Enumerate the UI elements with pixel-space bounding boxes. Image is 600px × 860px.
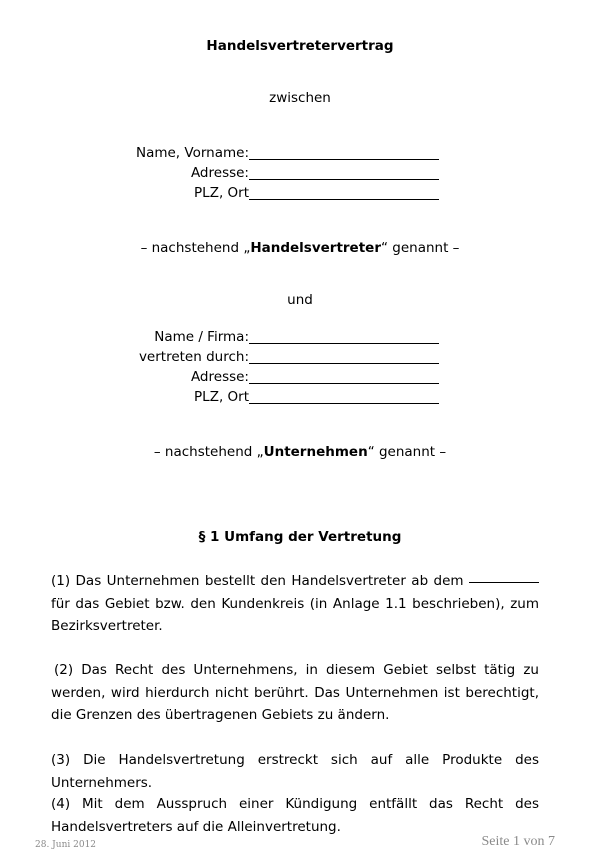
date-fill-in-line[interactable] xyxy=(469,581,539,583)
footer-page-number: Seite 1 von 7 xyxy=(481,834,555,849)
fill-in-line[interactable] xyxy=(249,363,439,364)
designation-suffix: “ genannt – xyxy=(367,444,447,460)
paragraph-1 xyxy=(51,570,539,638)
field-label: Adresse: xyxy=(190,165,249,181)
field-label: Name / Firma: xyxy=(154,329,249,345)
party2-designation xyxy=(0,444,600,460)
designation-name: Handelsvertreter xyxy=(250,240,381,256)
party1-address-row xyxy=(0,164,600,183)
designation-prefix: – nachstehend „ xyxy=(153,444,264,460)
fill-in-line[interactable] xyxy=(249,159,439,160)
and-text: und xyxy=(287,292,313,308)
fill-in-line[interactable] xyxy=(249,179,439,180)
designation-name: Unternehmen xyxy=(263,444,368,460)
party2-zip-city-row xyxy=(0,388,600,407)
paragraph-3: (3) Die Handelsvertretung erstreckt sich auf alle Produkte des Unternehmers. xyxy=(51,752,539,791)
between-text: zwischen xyxy=(269,90,331,106)
document-title: Handelsvertretervertrag xyxy=(206,38,394,54)
paragraph-4: (4) Mit dem Ausspruch einer Kündigung entfällt das Recht des Handelsvertreters auf die Alleinvertretung. xyxy=(51,796,539,835)
footer-date: 28. Juni 2012 xyxy=(35,840,97,850)
fill-in-line[interactable] xyxy=(249,403,439,404)
party2-company-row xyxy=(0,328,600,347)
field-label: PLZ, Ort xyxy=(194,389,249,405)
designation-prefix: – nachstehend „ xyxy=(140,240,251,256)
section-heading: § 1 Umfang der Vertretung xyxy=(198,529,402,545)
party2-address-row xyxy=(0,368,600,387)
field-label: PLZ, Ort xyxy=(194,185,249,201)
paragraph-2: (2) Das Recht des Unternehmens, in diesem Gebiet selbst tätig zu werden, wird hierdurch nicht berührt. Das Unternehmen ist berechtigt, die Grenzen des übertragenen Gebiets zu ändern. xyxy=(51,662,539,723)
fill-in-line[interactable] xyxy=(249,383,439,384)
party1-name-row xyxy=(0,144,600,163)
party1-designation xyxy=(0,240,600,256)
field-label: Adresse: xyxy=(190,369,249,385)
paragraph-1-end: für das Gebiet bzw. den Kundenkreis (in Anlage 1.1 beschrieben), zum Bezirksvertreter. xyxy=(51,595,539,634)
paragraph-1-start: (1) Das Unternehmen bestellt den Handelsvertreter ab dem xyxy=(51,573,464,589)
party1-zip-city-row xyxy=(0,184,600,203)
party2-represented-row xyxy=(0,348,600,367)
field-label: vertreten durch: xyxy=(138,349,249,365)
field-label: Name, Vorname: xyxy=(135,145,249,161)
fill-in-line[interactable] xyxy=(249,343,439,344)
fill-in-line[interactable] xyxy=(249,199,439,200)
designation-suffix: “ genannt – xyxy=(380,240,460,256)
